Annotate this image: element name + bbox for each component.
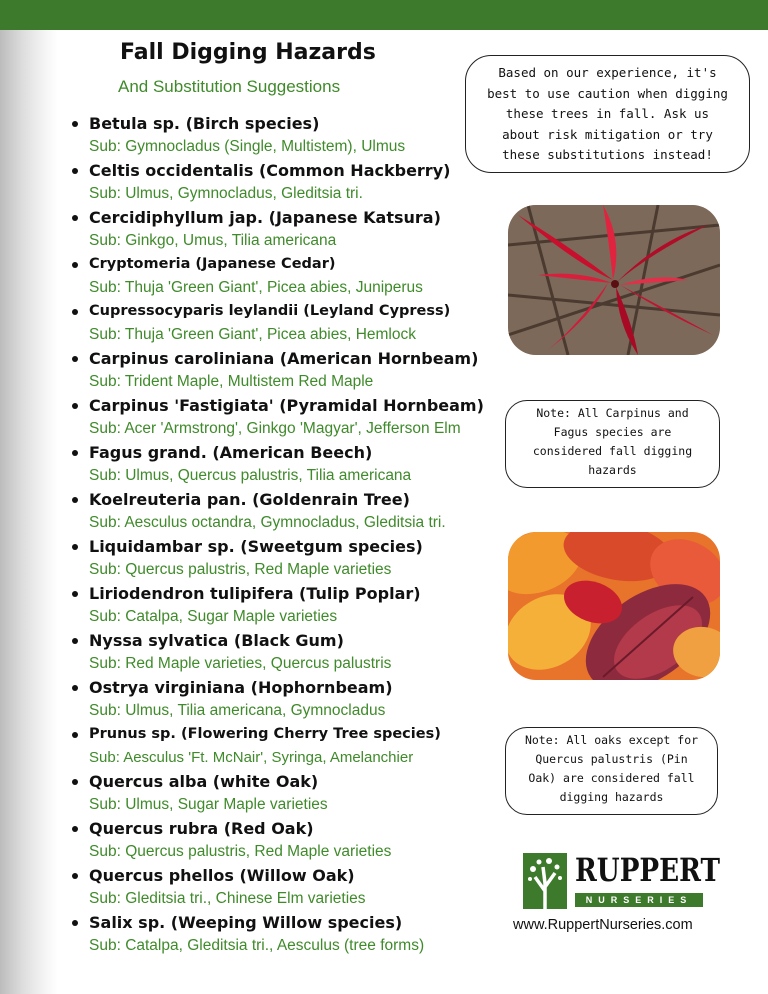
list-item [72,815,542,862]
substitution-text: Sub: Ulmus, Tilia americana, Gymnocladus [89,702,386,719]
tree-name: Carpinus 'Fastigiata' (Pyramidal Hornbeam) [89,396,484,415]
note-line: Note: All oaks except for [524,733,699,747]
list-item [72,768,542,815]
tree-name: Quercus alba (white Oak) [89,772,319,791]
substitution-text: Sub: Ulmus, Quercus palustris, Tilia americana [89,467,412,484]
tree-name: Cercidiphyllum jap. (Japanese Katsura) [89,208,441,227]
tree-name: Prunus sp. (Flowering Cherry Tree species) [89,726,441,742]
note-line: Based on our experience, it's [498,65,717,80]
tree-name: Nyssa sylvatica (Black Gum) [89,631,344,650]
list-item [72,439,542,486]
note-line: digging hazards [559,790,664,804]
top-green-bar [0,0,768,30]
list-item [72,627,542,674]
substitution-text: Sub: Trident Maple, Multistem Red Maple [89,373,374,390]
substitution-text: Sub: Gymnocladus (Single, Multistem), Ulmus [89,138,406,155]
tree-name: Betula sp. (Birch species) [89,114,320,133]
list-item [72,862,542,909]
tree-name: Carpinus caroliniana (American Hornbeam) [89,349,479,368]
page-subtitle: And Substitution Suggestions [118,77,341,96]
hazard-list [72,110,542,956]
substitution-text: Sub: Thuja 'Green Giant', Picea abies, Juniperus [89,279,423,296]
oaks-note-bubble [505,727,718,815]
tree-name: Ostrya virginiana (Hophornbeam) [89,678,393,697]
page-title: Fall Digging Hazards [120,40,376,65]
tree-name: Salix sp. (Weeping Willow species) [89,913,403,932]
tree-name: Fagus grand. (American Beech) [89,443,373,462]
carpinus-note-bubble [505,400,720,488]
substitution-text: Sub: Aesculus octandra, Gymnocladus, Gleditsia tri. [89,514,446,531]
tree-name: Quercus rubra (Red Oak) [89,819,314,838]
substitution-text: Sub: Catalpa, Sugar Maple varieties [89,608,338,625]
note-line: Quercus palustris (Pin [535,752,688,766]
tree-logo-icon [523,853,567,909]
list-item [72,486,542,533]
logo-name: RUPPERT [575,851,721,889]
list-item [72,674,542,721]
red-leaves-photo [508,205,720,355]
substitution-text: Sub: Acer 'Armstrong', Ginkgo 'Magyar', Jefferson Elm [89,420,461,437]
list-item [72,580,542,627]
list-item [72,204,542,251]
website-url[interactable]: www.RuppertNurseries.com [513,917,693,933]
note-line: Note: All Carpinus and [536,406,689,420]
tree-name: Liquidambar sp. (Sweetgum species) [89,537,423,556]
autumn-leaves-photo [508,532,720,680]
tree-name: Liriodendron tulipifera (Tulip Poplar) [89,584,421,603]
note-line: these substitutions instead! [502,147,713,162]
substitution-text: Sub: Gleditsia tri., Chinese Elm varieties [89,890,366,907]
tree-name: Quercus phellos (Willow Oak) [89,866,355,885]
substitution-text: Sub: Thuja 'Green Giant', Picea abies, Hemlock [89,326,416,343]
tree-name: Celtis occidentalis (Common Hackberry) [89,161,451,180]
caution-note-bubble [465,55,750,173]
note-line: best to use caution when digging [487,85,728,101]
substitution-text: Sub: Aesculus 'Ft. McNair', Syringa, Amelanchier [89,749,414,766]
tree-name: Cupressocyparis leylandii (Leyland Cypress) [89,303,451,319]
substitution-text: Sub: Catalpa, Gleditsia tri., Aesculus (tree forms) [89,937,425,954]
note-line: Oak) are considered fall [528,771,695,785]
substitution-text: Sub: Ulmus, Sugar Maple varieties [89,796,328,813]
logo-subtitle: NURSERIES [575,893,703,907]
list-item [72,298,542,345]
list-item [72,721,542,768]
left-shadow-edge [0,30,58,994]
substitution-text: Sub: Quercus palustris, Red Maple varieties [89,561,392,578]
list-item [72,251,542,298]
note-line: these trees in fall. Ask us [505,106,710,121]
substitution-text: Sub: Red Maple varieties, Quercus palustris [89,655,392,672]
list-item [72,392,542,439]
note-line: considered fall digging [532,444,693,458]
note-line: Fagus species are [553,425,672,439]
substitution-text: Sub: Quercus palustris, Red Maple varieties [89,843,392,860]
ruppert-logo [523,851,721,911]
tree-name: Koelreuteria pan. (Goldenrain Tree) [89,490,410,509]
substitution-text: Sub: Ulmus, Gymnocladus, Gleditsia tri. [89,185,363,202]
list-item [72,533,542,580]
tree-name: Cryptomeria (Japanese Cedar) [89,256,336,272]
note-line: about risk mitigation or try [502,126,713,142]
note-line: hazards [588,463,637,477]
substitution-text: Sub: Ginkgo, Umus, Tilia americana [89,232,337,249]
list-item [72,345,542,392]
list-item [72,909,542,956]
